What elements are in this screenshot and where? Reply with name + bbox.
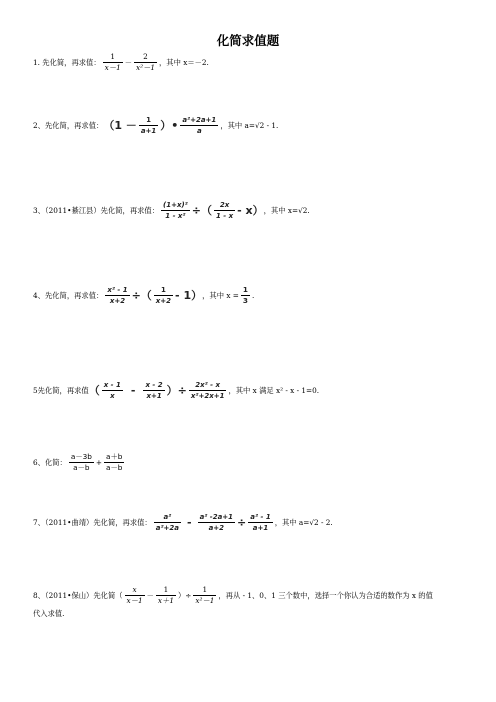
- p4-formula-image: $\frac{\text{x² - 1}}{x+2}$ ÷ （ $\frac{1}{x+2}$ - 1）: [107, 286, 203, 305]
- problem-4: 4、先化简，再求值： $\frac{\text{x² - 1}}{x+2}$ ÷ （ $\frac{1}{x+2}$ - 1） ，其中 x = $\frac{1}{3}$ .: [33, 285, 255, 305]
- problem-2: 2、先化简，再求值： （1 － $\frac{1}{a+1}$ ）• $\frac{\text{a²+2a+1}}{a}$ ，其中 a=√2 - 1.: [33, 116, 279, 135]
- problem-3: 3、（2011•綦江县）先化简，再求值： $\frac{\text{(1+x)²}}{\text{1 - x²}}$ ÷ （ $\frac{2x}{1 - x}$ - x） ，其中 x=√2.: [33, 201, 310, 220]
- problem-1-tail: ，其中 x＝－2.: [159, 58, 209, 67]
- p1-fraction-1: $\frac{1}{x-1}$: [104, 52, 121, 72]
- page-title: 化简求值题: [216, 33, 280, 48]
- problem-1-lead: 1. 先化简，再求值：: [33, 58, 101, 67]
- problem-6: 6、化简： $\frac{a-3b}{a-b}$ + $\frac{a+b}{a-b}$: [33, 452, 123, 472]
- p3-formula-image: $\frac{\text{(1+x)²}}{\text{1 - x²}}$ ÷ （ $\frac{2x}{1 - x}$ - x）: [163, 201, 264, 220]
- problem-5: 5先化简，再求值 （ $\frac{x - 1}{x}$ - $\frac{x - 2}{x+1}$ ）÷ $\frac{\text{2x² - x}}{\text{x²+2x+1}}$ ，其中 x 满足 x² - x - 1=0.: [33, 381, 320, 400]
- problem-7: 7、（2011•曲靖）先化简，再求值： $\frac{\text{a²}}{\text{a²+2a}}$ - $\frac{\text{a² -2a+1}}{a+2}$ ÷ $\frac{\text{a² - 1}}{a+1}$ ，其中 a=√2 - 2.: [33, 513, 333, 532]
- problem-8-line2: 代入求值.: [33, 609, 65, 618]
- p7-formula-image: $\frac{\text{a²}}{\text{a²+2a}}$ - $\frac{\text{a² -2a+1}}{a+2}$ ÷ $\frac{\text{a² - 1}}{a+1}$: [155, 513, 271, 532]
- problem-1: 1. 先化简，再求值： $\frac{1}{x-1}$ － $\frac{2}{\text{x²－1}}$ ，其中 x＝－2.: [33, 52, 209, 72]
- p2-formula-image: （1 － $\frac{1}{a+1}$ ）• $\frac{\text{a²+2a+1}}{a}$: [103, 116, 217, 135]
- p1-fraction-2: $\frac{2}{\text{x²－1}}$: [136, 52, 155, 72]
- problem-8: 8、（2011•保山）先化简（ $\frac{x}{x-1}$ － $\frac{1}{x+1}$ ）÷ $\frac{1}{\text{x²－1}}$ ，再从 - 1、0、1 三个数中，选择一个你认为合适的数作为 x 的值 代入求值.: [33, 585, 433, 618]
- p5-formula-image: （ $\frac{x - 1}{x}$ - $\frac{x - 2}{x+1}$ ）÷ $\frac{\text{2x² - x}}{\text{x²+2x+1}}$: [88, 381, 225, 400]
- p4-x-value: $\frac{1}{3}$: [242, 285, 248, 305]
